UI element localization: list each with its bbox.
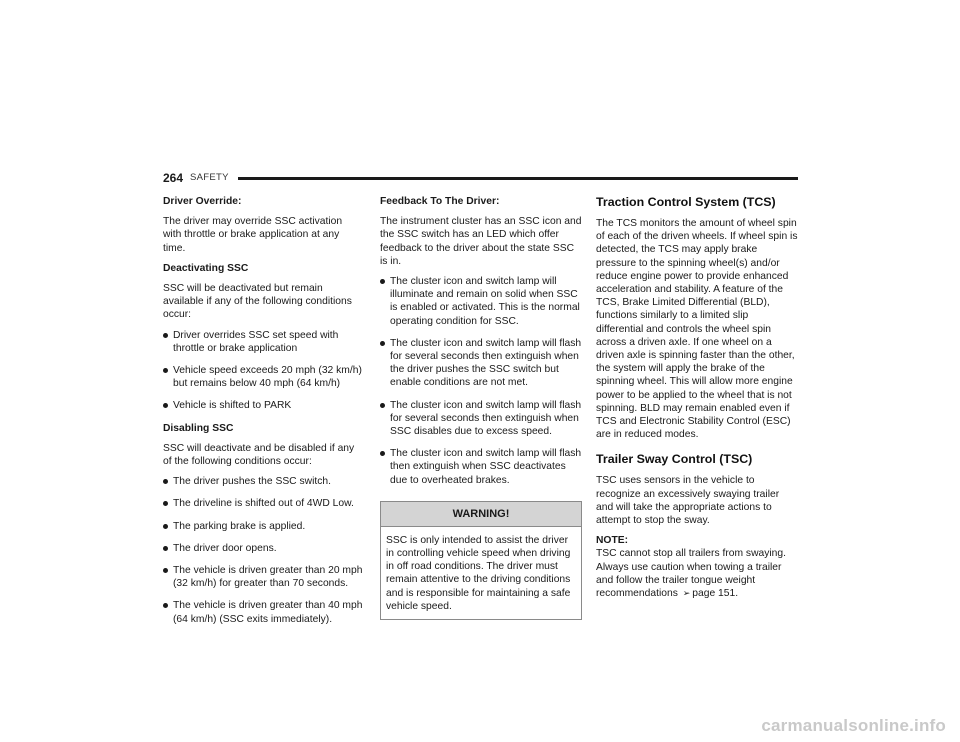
list-item-text: The vehicle is driven greater than 20 mph (32 km/h) for greater than 70 seconds.	[173, 565, 363, 590]
section-title: SAFETY	[190, 172, 229, 183]
list-item-text: Driver overrides SSC set speed with throttle or brake application	[173, 329, 339, 354]
page-header	[163, 171, 798, 185]
list-item	[380, 275, 582, 328]
column-middle	[380, 195, 582, 620]
bullet-icon	[163, 546, 168, 551]
deactivating-list	[163, 329, 363, 413]
header-rule	[238, 177, 798, 180]
list-item-text: The driver pushes the SSC switch.	[173, 476, 331, 488]
driver-override-heading: Driver Override:	[163, 196, 242, 207]
list-item	[163, 520, 363, 533]
arrow-right-icon: ➢	[682, 588, 691, 599]
list-item-text: The vehicle is driven greater than 40 mph (64 km/h) (SSC exits immediately).	[173, 600, 363, 625]
bullet-icon	[163, 524, 168, 529]
list-item	[163, 564, 363, 590]
list-item-text: The driver door opens.	[173, 542, 277, 554]
disabling-ssc-text: SSC will deactivate and be disabled if any of the following conditions occur:	[163, 442, 355, 468]
list-item-text: The cluster icon and switch lamp will flash for several seconds then extinguish when the driver pushes the SSC switch but enable conditions are not met.	[390, 337, 582, 389]
list-item	[163, 497, 363, 510]
list-item-text: Vehicle is shifted to PARK	[173, 400, 292, 412]
bullet-icon	[380, 279, 385, 284]
bullet-icon	[380, 403, 385, 408]
bullet-icon	[163, 333, 168, 338]
list-item-text: The parking brake is applied.	[173, 520, 306, 532]
bullet-icon	[163, 479, 168, 484]
note-paragraph	[596, 547, 798, 600]
page-number: 264	[163, 171, 184, 185]
list-item-text: The driveline is shifted out of 4WD Low.	[173, 498, 354, 510]
bullet-icon	[380, 341, 385, 346]
list-item	[380, 447, 582, 487]
list-item-text: The cluster icon and switch lamp will flash for several seconds then extinguish when SSC disables due to excess speed.	[390, 399, 582, 438]
deactivating-ssc-text: SSC will be deactivated but remain available if any of the following conditions occur:	[163, 283, 352, 321]
bullet-icon	[163, 603, 168, 608]
list-item-text: The cluster icon and switch lamp will illuminate and remain on solid when SSC is enabled or activated. This is the normal operating condition for SSC.	[390, 276, 580, 327]
feedback-heading: Feedback To The Driver:	[380, 196, 500, 207]
tsc-text: TSC uses sensors in the vehicle to recognize an excessively swaying trailer and will take the appropriate actions to attempt to stop the sway.	[596, 475, 780, 527]
warning-title: WARNING!	[381, 502, 581, 527]
warning-box	[380, 501, 582, 620]
bullet-icon	[163, 368, 168, 373]
bullet-icon	[163, 568, 168, 573]
list-item	[380, 337, 582, 390]
list-item	[163, 329, 363, 355]
tsc-heading: Trailer Sway Control (TSC)	[596, 452, 753, 467]
list-item-text: The cluster icon and switch lamp will flash then extinguish when SSC deactivates due to overheated brakes.	[390, 448, 582, 486]
watermark: carmanualsonline.info	[761, 716, 946, 735]
list-item-text: Vehicle speed exceeds 20 mph (32 km/h) but remains below 40 mph (64 km/h)	[173, 365, 362, 390]
note-label: NOTE:	[596, 535, 629, 547]
driver-override-text: The driver may override SSC activation with throttle or brake application at any time.	[163, 216, 343, 254]
list-item	[163, 364, 363, 390]
deactivating-ssc-heading: Deactivating SSC	[163, 262, 249, 274]
tcs-heading: Traction Control System (TCS)	[596, 195, 776, 209]
note-text: TSC cannot stop all trailers from swaying. Always use caution when towing a trailer and follow the trailer tongue weight recommendations	[596, 548, 786, 600]
bullet-icon	[163, 403, 168, 408]
list-item	[380, 399, 582, 439]
feedback-text: The instrument cluster has an SSC icon and the SSC switch has an LED which offer feedback to the driver about the state SSC is in.	[380, 216, 582, 267]
column-left	[163, 195, 363, 635]
bullet-icon	[380, 451, 385, 456]
disabling-ssc-heading: Disabling SSC	[163, 422, 234, 434]
list-item	[163, 475, 363, 488]
list-item	[163, 542, 363, 555]
warning-text: SSC is only intended to assist the driver in controlling vehicle speed when driving in off road conditions. The driver must remain attentive to the driving conditions and is responsible for maintaining a safe vehicle speed.	[386, 534, 571, 612]
list-item	[163, 599, 363, 625]
bullet-icon	[163, 501, 168, 506]
page-reference-link[interactable]: page 151.	[692, 588, 739, 600]
list-item	[163, 399, 363, 412]
column-right	[596, 195, 798, 607]
disabling-list	[163, 475, 363, 626]
feedback-list	[380, 275, 582, 487]
tcs-text: The TCS monitors the amount of wheel spin of each of the driven wheels. If wheel spin is detected, the TCS may apply brake pressure to the spinning wheel(s) and/or reduce engine power to provide enhanced acceleration and stability. A feature of the TCS, Brake Limited Differential (BLD), functions similarly to a limited slip differential and controls the wheel spin across a driven axle. If one wheel on a driven axle is spinning faster than the other, the system will apply the brake of the spinning wheel. This will allow more engine power to be applied to the wheel that is not spinning. BLD may remain enabled even if TCS and Electronic Stability Control (ESC) are in reduced modes.	[596, 218, 798, 441]
